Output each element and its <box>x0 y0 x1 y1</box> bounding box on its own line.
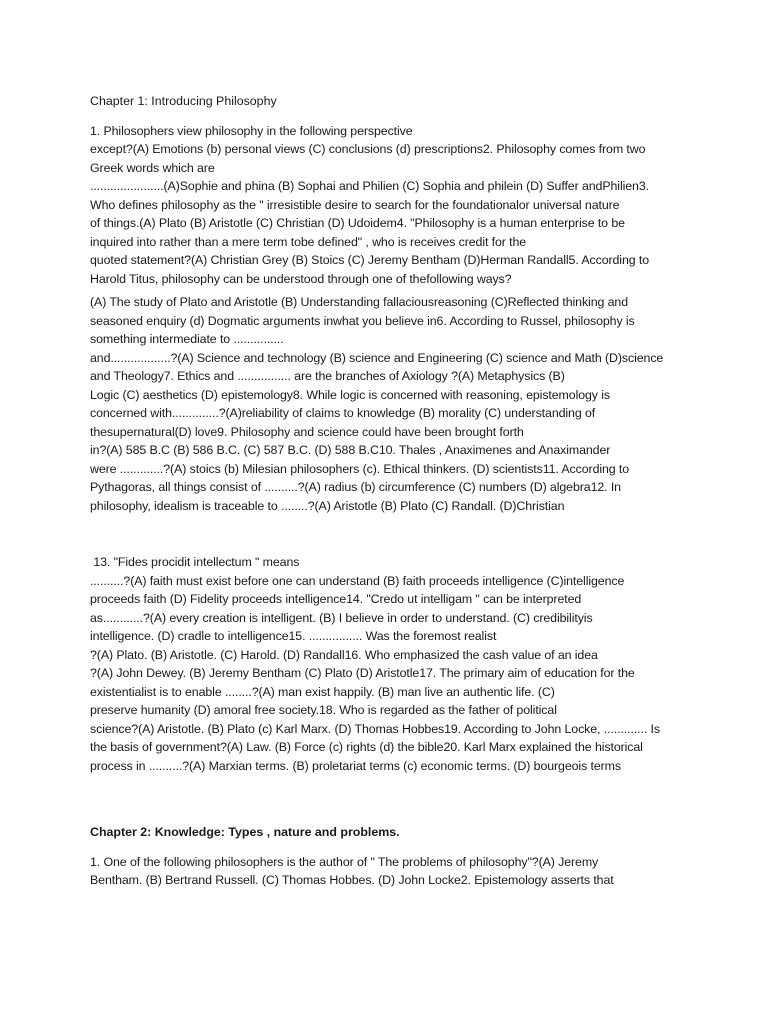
chapter-2-title: Chapter 2: Knowledge: Types , nature and problems. <box>90 825 400 839</box>
text-line: except?(A) Emotions (b) personal views (C) conclusions (d) prescriptions2. Philosophy comes from two <box>90 142 646 156</box>
text-line: process in ..........?(A) Marxian terms. (B) proletariat terms (c) economic terms. (D) bourgeois terms <box>90 758 621 773</box>
text-line: were .............?(A) stoics (b) Milesian philosophers (c). Ethical thinkers. (D) scientists11. According to <box>90 461 630 476</box>
text-line: of things.(A) Plato (B) Aristotle (C) Christian (D) Udoidem4. "Philosophy is a human enterprise to be <box>90 216 625 230</box>
text-line: as............?(A) every creation is intelligent. (B) I believe in order to understand. (C) credibilityis <box>90 610 593 625</box>
text-line: 1. Philosophers view philosophy in the following perspective <box>90 123 413 138</box>
text-line: Pythagoras, all things consist of ..........?(A) radius (b) circumference (C) numbers (D) algebra12. In <box>90 480 621 494</box>
text-line: preserve humanity (D) amoral free society.18. Who is regarded as the father of political <box>90 703 557 717</box>
chapter-1-paragraph-1 <box>90 122 680 289</box>
text-line: existentialist is to enable ........?(A) man exist happily. (B) man live an authentic life. (C) <box>90 684 555 699</box>
text-line: concerned with..............?(A)reliability of claims to knowledge (B) morality (C) understanding of <box>90 406 596 420</box>
text-line: and..................?(A) Science and technology (B) science and Engineering (C) science and Math (D)science <box>90 350 664 365</box>
text-line: intelligence. (D) cradle to intelligence15. ................ Was the foremost realist <box>90 629 497 643</box>
text-line: 1. One of the following philosophers is the author of " The problems of philosophy"?(A) Jeremy <box>90 854 599 869</box>
text-line: seasoned enquiry (d) Dogmatic arguments inwhat you believe in6. According to Russel, philosophy is <box>90 313 635 328</box>
text-line: quoted statement?(A) Christian Grey (B) Stoics (C) Jeremy Bentham (D)Herman Randall5. According to <box>90 253 650 267</box>
text-line: philosophy, idealism is traceable to ........?(A) Aristotle (B) Plato (C) Randall. (D)Christian <box>90 498 565 513</box>
text-line: ......................(A)Sophie and phina (B) Sophai and Philien (C) Sophia and philein (D) Suffer andPhilien3. <box>90 179 649 193</box>
text-line: science?(A) Aristotle. (B) Plato (c) Karl Marx. (D) Thomas Hobbes19. According to John Locke, ............. Is <box>90 721 660 736</box>
text-line: in?(A) 585 B.C (B) 586 B.C. (C) 587 B.C. (D) 588 B.C10. Thales , Anaximenes and Anaximander <box>90 443 611 457</box>
text-line: (A) The study of Plato and Aristotle (B) Understanding fallaciousreasoning (C)Reflected thinking and <box>90 295 629 309</box>
text-line: Logic (C) aesthetics (D) epistemology8. While logic is concerned with reasoning, epistemology is <box>90 387 610 402</box>
text-line: and Theology7. Ethics and ................ are the branches of Axiology ?(A) Metaphysics (B) <box>90 369 565 383</box>
text-line: ..........?(A) faith must exist before one can understand (B) faith proceeds intelligence (C)intelligence <box>90 573 625 588</box>
chapter-1-paragraph-3 <box>90 553 680 775</box>
text-line: Harold Titus, philosophy can be understood through one of thefollowing ways? <box>90 271 512 286</box>
text-line: proceeds faith (D) Fidelity proceeds intelligence14. "Credo ut intelligam " can be interpreted <box>90 592 582 606</box>
text-line: ?(A) John Dewey. (B) Jeremy Bentham (C) Plato (D) Aristotle17. The primary aim of education for the <box>90 666 635 680</box>
text-line: inquired into rather than a mere term tobe defined" , who is receives credit for the <box>90 234 527 249</box>
chapter-1-title: Chapter 1: Introducing Philosophy <box>90 94 277 108</box>
text-line: 13. "Fides procidit intellectum " means <box>90 555 300 569</box>
text-line: Who defines philosophy as the " irresistible desire to search for the foundationalor universal nature <box>90 197 620 212</box>
chapter-1-paragraph-2 <box>90 293 680 515</box>
text-line: something intermediate to ............... <box>90 332 284 346</box>
document-page <box>90 92 680 890</box>
text-line: Bentham. (B) Bertrand Russell. (C) Thomas Hobbes. (D) John Locke2. Epistemology asserts that <box>90 873 614 887</box>
text-line: ?(A) Plato. (B) Aristotle. (C) Harold. (D) Randall16. Who emphasized the cash value of an idea <box>90 647 598 662</box>
chapter-2-paragraph-1 <box>90 853 680 890</box>
text-line: Greek words which are <box>90 160 215 175</box>
text-line: thesupernatural(D) love9. Philosophy and science could have been brought forth <box>90 424 524 439</box>
text-line: the basis of government?(A) Law. (B) Force (c) rights (d) the bible20. Karl Marx explained the historical <box>90 740 643 754</box>
